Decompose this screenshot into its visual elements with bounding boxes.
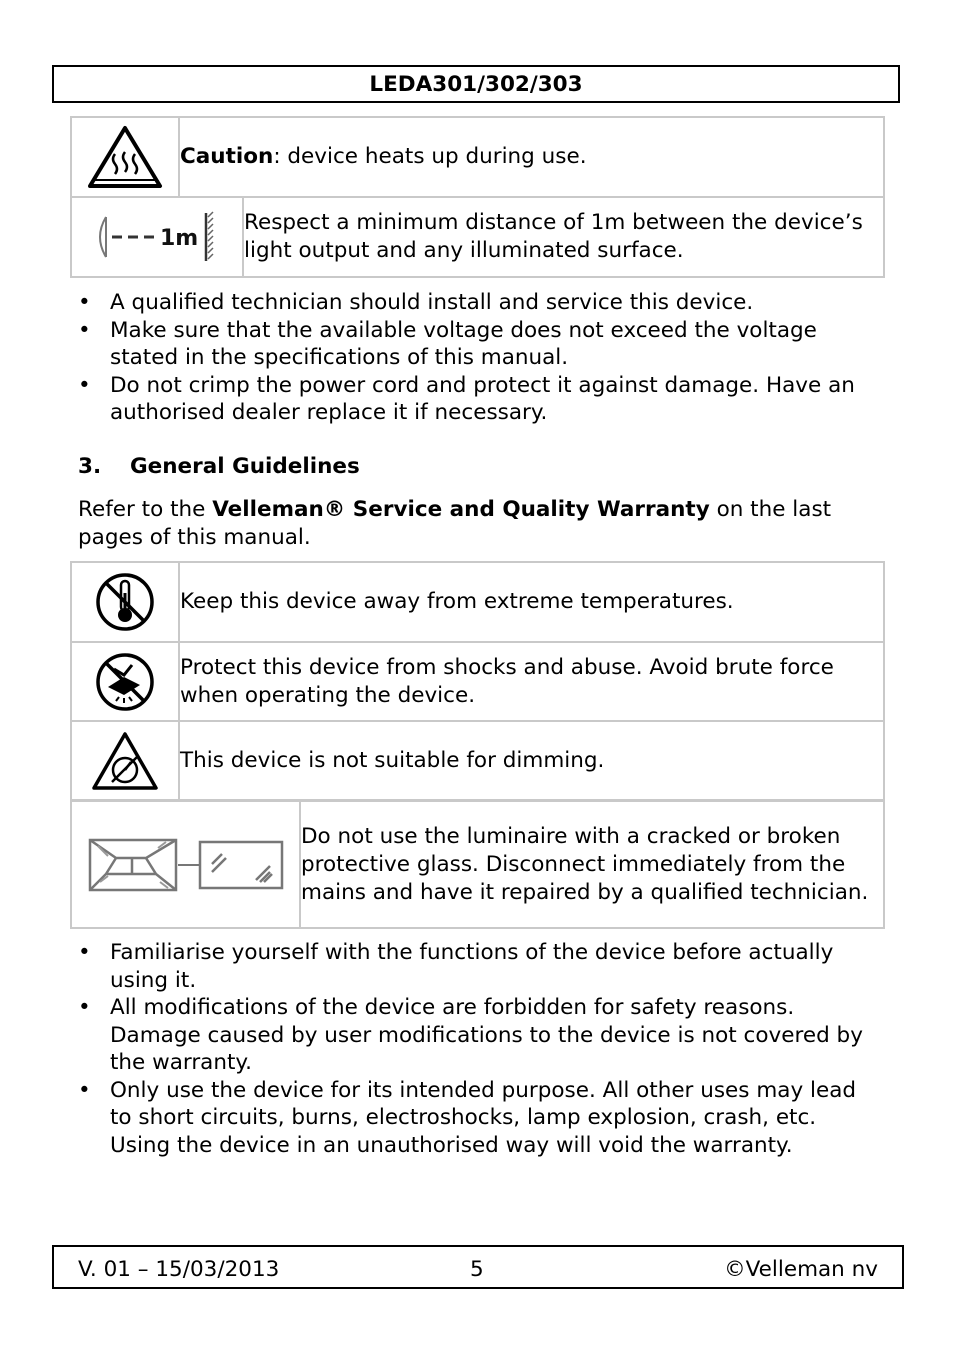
list-item: • Do not crimp the power cord and protect it against damage. Have an authorised dealer replace it if necessary. [78, 372, 878, 427]
distance-icon-cell [71, 197, 243, 277]
intro-post: on the last pages of this manual. [78, 497, 832, 550]
list-item: • A qualified technician should install and service this device. [78, 289, 878, 317]
warranty-paragraph [78, 496, 888, 551]
guidelines-bullet-list [78, 939, 878, 1159]
caution-text-cell [179, 117, 884, 197]
temperature-icon-cell [71, 562, 179, 642]
caution-text: : device heats up during use. [273, 144, 587, 169]
header-title: LEDA301/302/303 [369, 72, 583, 97]
list-item: • All modifications of the device are forbidden for safety reasons. Damage caused by user modifications to the device is not covered by the warranty. [78, 994, 878, 1077]
footer-copyright: ©Velleman nv [724, 1257, 878, 1282]
no-shock-icon [94, 651, 156, 713]
intro-pre: Refer to the [78, 497, 213, 522]
list-item: • Familiarise yourself with the functions of the device before actually using it. [78, 939, 878, 994]
safety-bullet-list [78, 289, 878, 427]
distance-1m-icon [92, 209, 222, 265]
no-dimming-icon [90, 730, 160, 792]
section-heading [78, 453, 360, 481]
intro-warranty-name: Velleman® Service and Quality Warranty [212, 497, 710, 522]
guidelines-table [70, 561, 885, 801]
list-item: • Only use the device for its intended purpose. All other uses may lead to short circuits, burns, electroshocks, lamp explosion, crash, etc. Using the device in an unauthorised way will void the warranty. [78, 1077, 878, 1160]
distance-table [70, 196, 885, 278]
caution-table [70, 116, 885, 198]
shock-text-cell: Protect this device from shocks and abuse. Avoid brute force when operating the device. [179, 642, 884, 721]
distance-text-cell: Respect a minimum distance of 1m between the device’s light output and any illuminated surface. [243, 197, 884, 277]
footer-version: V. 01 – 15/03/2013 [78, 1257, 280, 1282]
section-title: General Guidelines [130, 454, 360, 479]
section-number: 3. [78, 454, 102, 479]
broken-glass-icon [86, 834, 286, 896]
glass-icon-cell [71, 801, 300, 928]
list-item: • Make sure that the available voltage does not exceed the voltage stated in the specifications of this manual. [78, 317, 878, 372]
glass-text-cell: Do not use the luminaire with a cracked or broken protective glass. Disconnect immediately from the mains and have it repaired by a qualified technician. [300, 801, 884, 928]
distance-icon-label: 1m [160, 226, 199, 251]
caution-icon-cell [71, 117, 179, 197]
caution-label: Caution [180, 144, 274, 169]
dimming-text-cell: This device is not suitable for dimming. [179, 721, 884, 800]
hot-surface-icon [86, 124, 164, 190]
document-footer [52, 1245, 904, 1289]
dimming-icon-cell [71, 721, 179, 800]
no-extreme-temperature-icon [94, 571, 156, 633]
glass-table [70, 800, 885, 929]
temperature-text-cell: Keep this device away from extreme temperatures. [179, 562, 884, 642]
footer-page-number: 5 [470, 1257, 484, 1282]
document-header [52, 65, 900, 103]
shock-icon-cell [71, 642, 179, 721]
